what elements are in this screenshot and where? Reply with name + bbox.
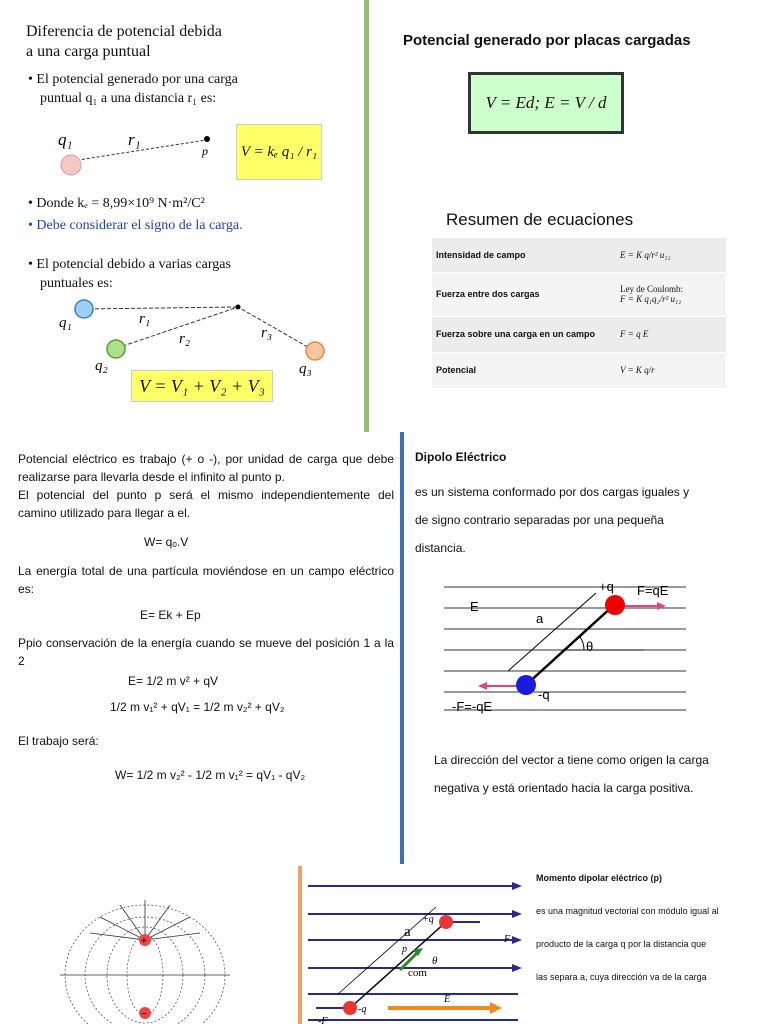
q1-label: q₁ <box>58 130 73 149</box>
charge-q3 <box>306 342 324 360</box>
dipole-line-1: es un sistema conformado por dos cargas iguales y <box>415 485 690 499</box>
negative-charge <box>516 675 536 695</box>
table-row <box>432 352 726 388</box>
field-label: E <box>470 599 479 614</box>
bullet-3: • Debe considerar el signo de la carga. <box>28 218 243 233</box>
charge-q1 <box>61 155 81 175</box>
force-minus-label: -F <box>318 1016 328 1024</box>
field-label: E <box>444 994 451 1005</box>
paragraph-5: El trabajo será: <box>18 734 99 748</box>
row-equation: E = K q/r² u₁₂ <box>616 238 726 272</box>
force-label: F <box>504 934 511 945</box>
resumen-title: Resumen de ecuaciones <box>446 210 634 229</box>
row-label: Fuerza entre dos cargas <box>432 272 616 316</box>
q2-label: q₂ <box>95 358 108 374</box>
bullet-1: • El potencial generado por una carga puntual q₁ a una distancia r₁ es: <box>28 70 312 108</box>
superposition-formula: V = V₁ + V₂ + V₃ <box>131 370 273 402</box>
multiple-charges-diagram <box>55 295 340 380</box>
positive-charge <box>605 595 625 615</box>
table-row <box>432 316 726 352</box>
paragraph-3: La energía total de una partícula moviéndose en un campo eléctrico es: <box>18 564 394 596</box>
dipole-moment-title: Momento dipolar eléctrico (p) <box>536 873 663 883</box>
equation-conservation: 1/2 m v₁² + qV₁ = 1/2 m v₂² + qV₂ <box>110 700 285 714</box>
section-title <box>26 22 222 62</box>
r2-label: r₂ <box>179 331 191 347</box>
point-p <box>204 136 210 142</box>
theta-label: θ <box>586 639 594 654</box>
dipole-line-5: negativa y está orientado hacia la carga positiva. <box>434 781 694 795</box>
row-label: Fuerza sobre una carga en un campo <box>432 316 616 352</box>
minus-q-label: -q <box>538 687 550 702</box>
potential-formula: V = kₑ q₁ / r₁ <box>236 124 322 180</box>
dipole-moment-line-2: producto de la carga q por la distancia que <box>536 939 707 949</box>
plus-sign: + <box>141 936 147 947</box>
bullet-4: • El potencial debido a varias cargas puntuales es: <box>28 255 312 293</box>
dipole-moment-diagram <box>308 872 530 1024</box>
paragraph-2: El potencial del punto p será el mismo independientemente del camino utilizado para llegar a el. <box>18 488 394 520</box>
dipole-line-3: distancia. <box>415 541 466 555</box>
dipole-field-lines-diagram <box>60 895 230 1024</box>
bullet-2: • Donde kₑ = 8,99×10⁹ N·m²/C² <box>28 196 205 211</box>
paragraph-4: Ppio conservación de la energía cuando se mueve del posición 1 a la 2 <box>18 636 394 668</box>
bullet-2-text: Donde kₑ = 8,99×10⁹ N·m²/C² <box>36 196 205 211</box>
bullet-4-line-2: puntuales es: <box>40 276 113 291</box>
dipole-line-4: La dirección del vector a tiene como origen la carga <box>434 753 709 767</box>
dipole-direction-text <box>434 746 754 802</box>
table-row <box>432 272 726 316</box>
theta-label: θ <box>432 955 438 967</box>
blue-divider <box>400 432 404 864</box>
r1-label: r₁ <box>139 311 151 327</box>
q1-label: q₁ <box>59 315 72 331</box>
bullet-1-line-2: puntual q₁ a una distancia r₁ es: <box>40 91 217 106</box>
equation-work-final: W= 1/2 m v₂² - 1/2 m v₁² = qV₁ - qV₂ <box>115 768 306 782</box>
bullet-1-line-1: El potencial generado por una carga <box>36 72 238 87</box>
com-label: com <box>408 967 427 979</box>
plates-formula-box <box>468 72 624 134</box>
charge-q2 <box>107 340 125 358</box>
positive-charge <box>439 915 453 929</box>
negative-charge <box>343 1001 357 1015</box>
plus-q-label: +q <box>422 914 434 925</box>
dipole-moment-line-3: las separa a, cuya dirección va de la carga <box>536 972 707 982</box>
plates-formula: V = Ed; E = V / d <box>471 75 621 131</box>
green-divider <box>364 0 369 432</box>
paragraph-1: Potencial eléctrico es trabajo (+ o -), por unidad de carga que debe realizarse para llevarla desde el infinito al punto p. <box>18 452 394 484</box>
p-label: p <box>402 944 407 955</box>
point-charge-diagram <box>50 125 240 185</box>
row-equation-note: Ley de Coulomb: <box>620 284 683 294</box>
dipole-line-2: de signo contrario separadas por una pequeña <box>415 513 664 527</box>
bullet-3-text: Debe considerar el signo de la carga. <box>36 218 243 233</box>
equation-work: W= qₒ.V <box>144 535 189 549</box>
title-line-2: a una carga puntual <box>26 43 151 60</box>
title-line-1: Diferencia de potencial debida <box>26 23 222 40</box>
force-plus-label: F=qE <box>637 583 669 598</box>
plates-title: Potencial generado por placas cargadas <box>403 32 691 49</box>
row-equation: F = K q₁q₂/r² u₁₂ <box>620 294 682 304</box>
orange-divider <box>298 866 302 1024</box>
a-label: a <box>404 924 411 940</box>
table-row <box>432 238 726 272</box>
dipole-moment-line-1: es una magnitud vectorial con módulo igual al <box>536 906 719 916</box>
row-equation: V = K q/r <box>616 352 726 388</box>
energy-text-panel <box>18 450 394 784</box>
row-label: Intensidad de campo <box>432 238 616 272</box>
a-label: a <box>536 611 544 626</box>
row-equation: F = q E <box>616 316 726 352</box>
force-minus-label: -F=-qE <box>452 699 493 714</box>
plus-q-label: +q <box>599 579 614 594</box>
q3-label: q₃ <box>299 361 312 377</box>
row-label: Potencial <box>432 352 616 388</box>
r1-label: r₁ <box>128 130 141 149</box>
dipole-moment-text <box>536 873 762 982</box>
minus-q-label: -q <box>358 1004 367 1015</box>
charge-q1 <box>75 300 93 318</box>
resumen-table <box>432 238 726 389</box>
dipole-title: Dipolo Eléctrico <box>415 450 507 464</box>
minus-sign: − <box>141 1009 147 1020</box>
dipole-diagram <box>444 575 689 715</box>
equation-energy: E= Ek + Ep <box>140 608 201 622</box>
top-left-panel <box>0 0 365 430</box>
p-label: p <box>202 144 208 158</box>
bullet-4-line-1: El potencial debido a varias cargas <box>36 257 231 272</box>
r3-label: r₃ <box>261 325 273 341</box>
point-p <box>236 305 241 310</box>
dipole-panel <box>415 450 755 562</box>
equation-energy-total: E= 1/2 m v² + qV <box>128 674 219 688</box>
